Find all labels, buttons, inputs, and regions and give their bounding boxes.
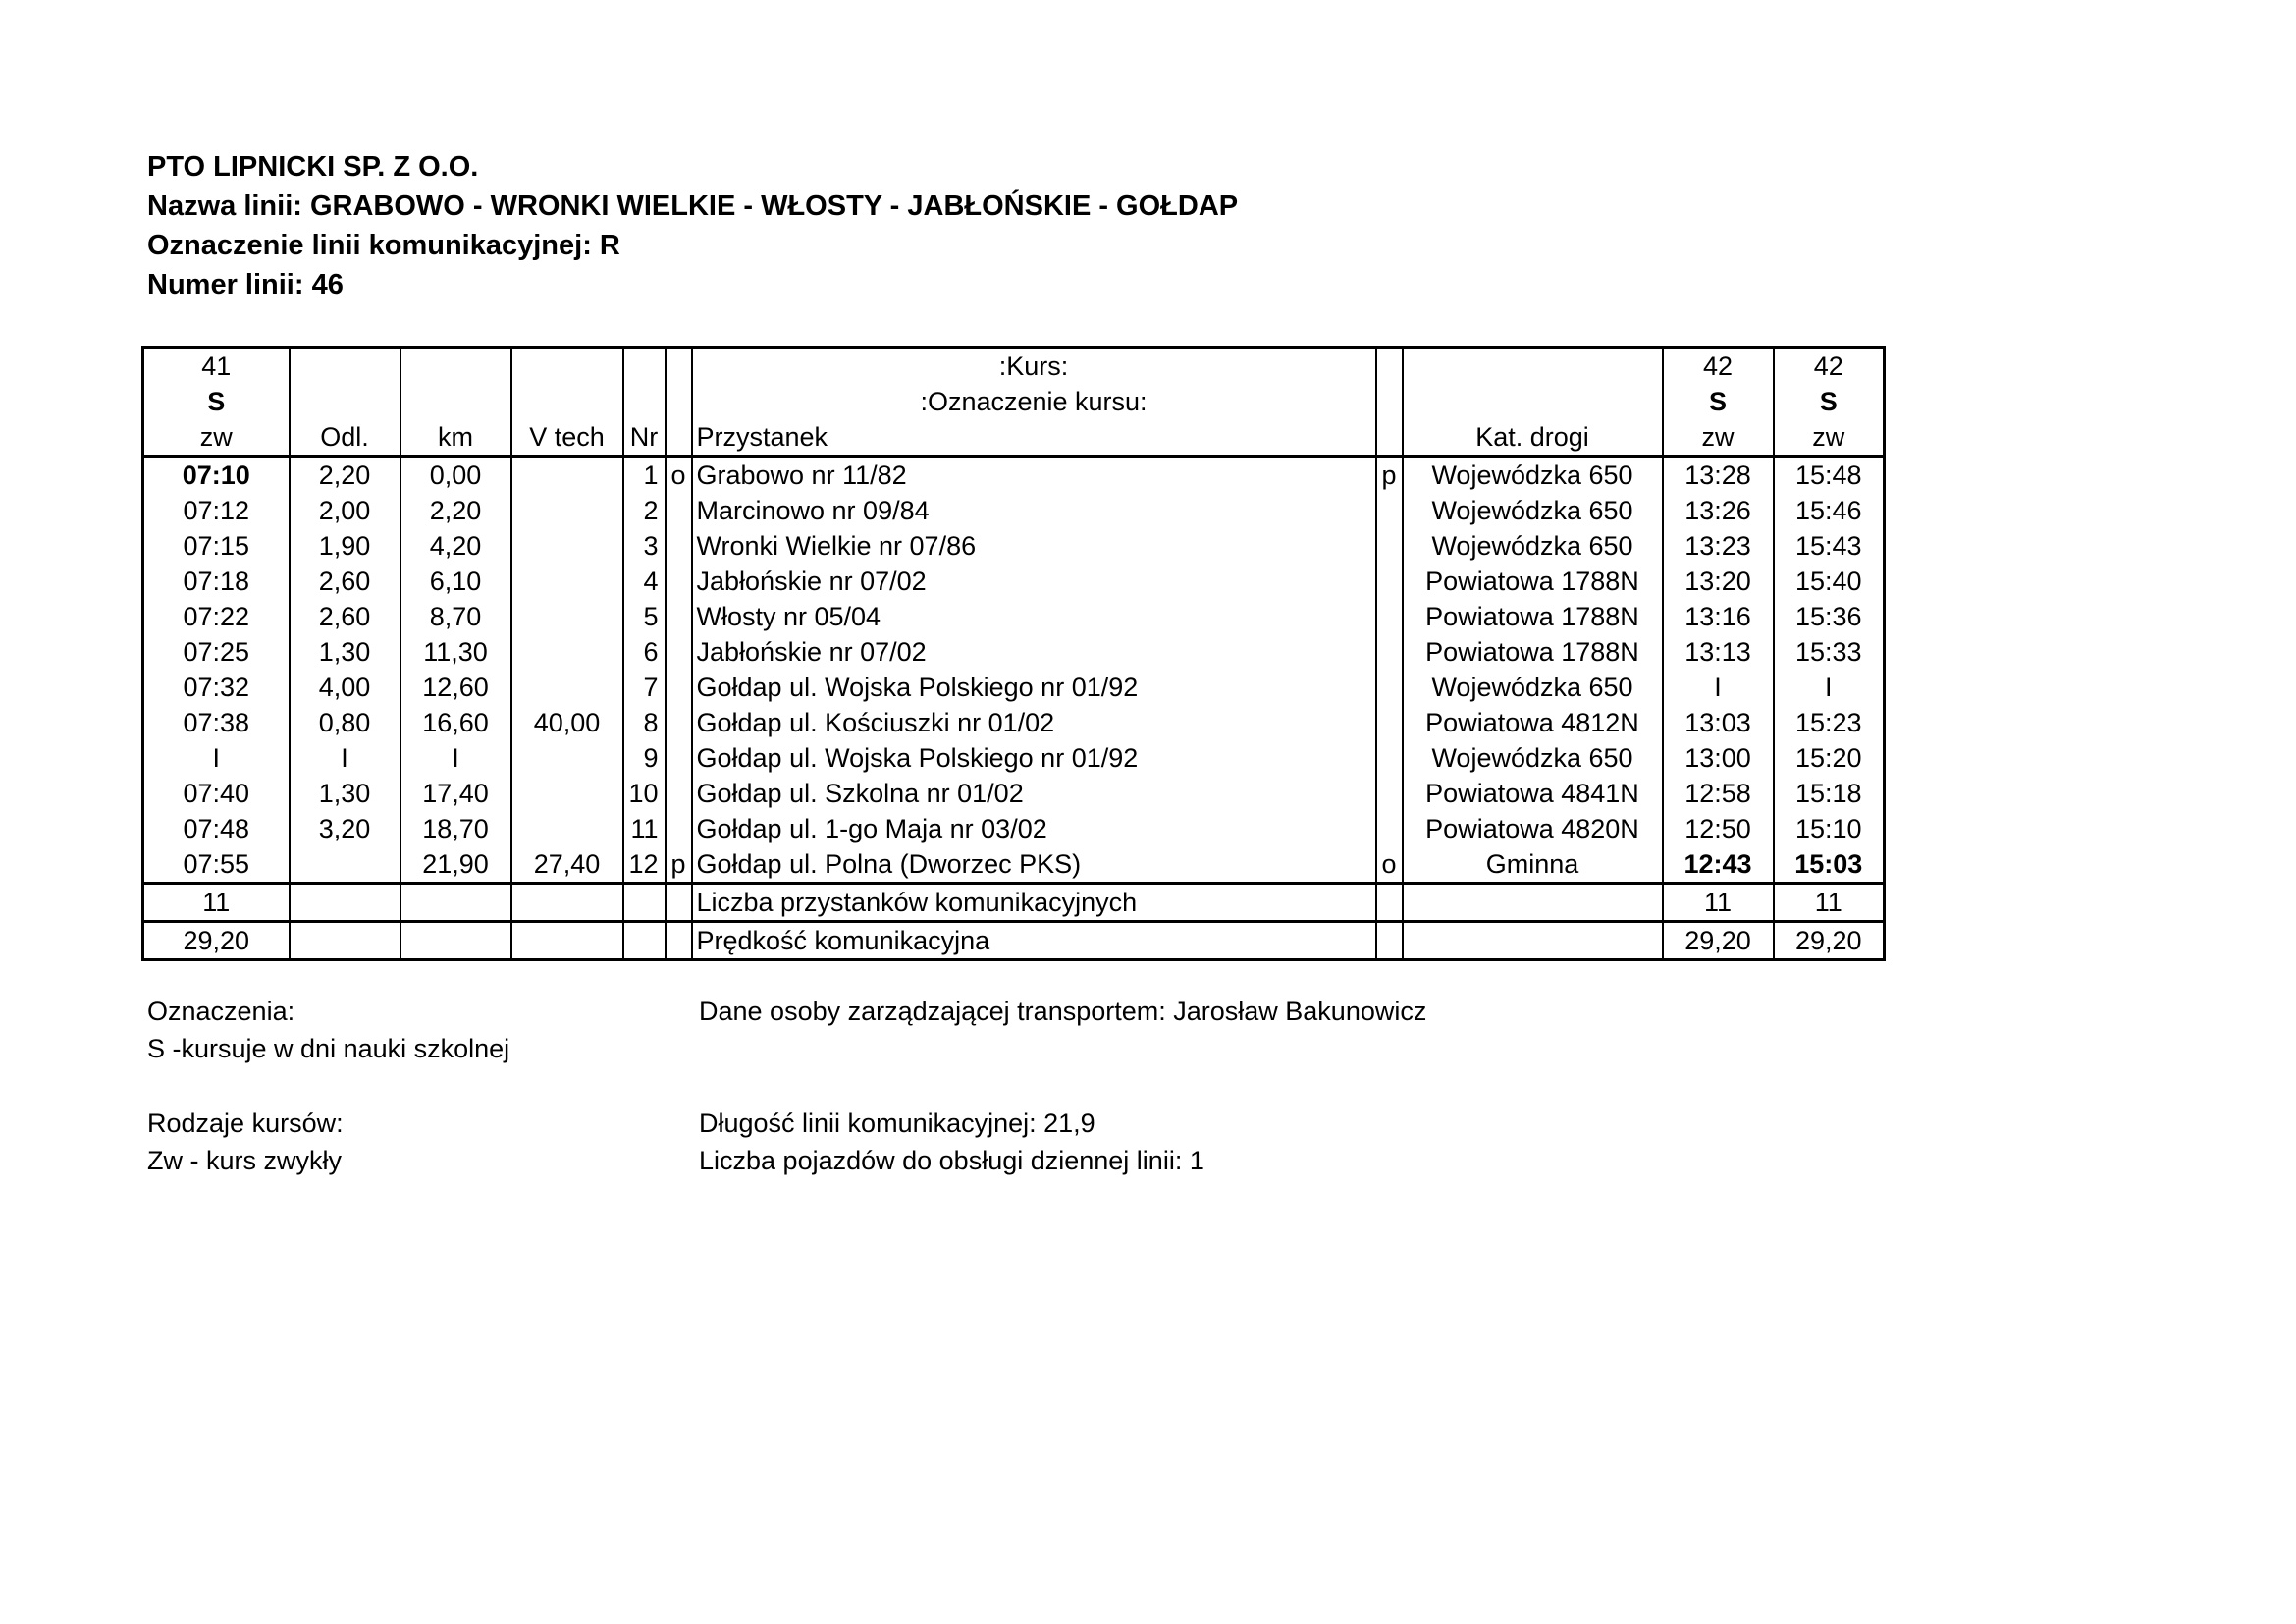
column-header: Przystanek: [692, 419, 1376, 457]
road-category: Powiatowa 1788N: [1403, 599, 1663, 634]
road-category: Powiatowa 4820N: [1403, 811, 1663, 846]
departure-time: 12:43: [1663, 846, 1774, 884]
departure-time: I: [1663, 670, 1774, 705]
v-tech: 40,00: [511, 705, 623, 740]
departure-time: 07:10: [143, 457, 290, 494]
line-number: Numer linii: 46: [147, 269, 344, 300]
departure-time: 07:55: [143, 846, 290, 884]
table-row: [143, 811, 1885, 846]
stop-number: 6: [623, 634, 666, 670]
departure-time: 15:03: [1774, 846, 1885, 884]
departure-time: 15:48: [1774, 457, 1885, 494]
departure-time: 15:20: [1774, 740, 1885, 776]
distance: 1,30: [290, 776, 400, 811]
notes-right: [699, 993, 1426, 1179]
departure-time: 13:20: [1663, 564, 1774, 599]
note-line: Oznaczenia:: [147, 997, 295, 1026]
column-header: Kat. drogi: [1403, 419, 1663, 457]
road-category: Gminna: [1403, 846, 1663, 884]
km: 12,60: [400, 670, 511, 705]
v-tech: 27,40: [511, 846, 623, 884]
distance: 4,00: [290, 670, 400, 705]
course-number: 42: [1774, 348, 1885, 385]
stop-flag: [666, 493, 692, 528]
stop-name: Gołdap ul. Wojska Polskiego nr 01/92: [692, 670, 1376, 705]
stop-number: 10: [623, 776, 666, 811]
distance: I: [290, 740, 400, 776]
km: 17,40: [400, 776, 511, 811]
course-number: 41: [143, 348, 290, 385]
km: 6,10: [400, 564, 511, 599]
v-tech: [511, 564, 623, 599]
km: 11,30: [400, 634, 511, 670]
road-category: Wojewódzka 650: [1403, 493, 1663, 528]
departure-time: 07:25: [143, 634, 290, 670]
departure-time: 07:15: [143, 528, 290, 564]
distance: 3,20: [290, 811, 400, 846]
stop-flag: [666, 705, 692, 740]
course-number: 42: [1663, 348, 1774, 385]
distance: 2,60: [290, 599, 400, 634]
distance: 2,20: [290, 457, 400, 494]
stop-flag: [1376, 634, 1403, 670]
stop-name: Gołdap ul. Kościuszki nr 01/02: [692, 705, 1376, 740]
table-row: [143, 670, 1885, 705]
course-designation: S: [143, 384, 290, 419]
stop-name: Gołdap ul. Polna (Dworzec PKS): [692, 846, 1376, 884]
stop-flag: [666, 776, 692, 811]
column-header: zw: [143, 419, 290, 457]
km: 0,00: [400, 457, 511, 494]
road-category: Wojewódzka 650: [1403, 528, 1663, 564]
notes-left: [147, 993, 509, 1179]
footer-label: Liczba przystanków komunikacyjnych: [692, 884, 1376, 922]
departure-time: I: [1774, 670, 1885, 705]
stop-flag: [1376, 811, 1403, 846]
departure-time: 15:23: [1774, 705, 1885, 740]
stop-name: Jabłońskie nr 07/02: [692, 634, 1376, 670]
stop-flag: [666, 564, 692, 599]
km: 16,60: [400, 705, 511, 740]
stop-count: 11: [1663, 884, 1774, 922]
table-row: [143, 457, 1885, 494]
departure-time: 12:58: [1663, 776, 1774, 811]
header-row-course: [143, 348, 1885, 385]
stop-flag: [666, 670, 692, 705]
departure-time: 07:48: [143, 811, 290, 846]
departure-time: 15:46: [1774, 493, 1885, 528]
column-header: zw: [1663, 419, 1774, 457]
v-tech: [511, 670, 623, 705]
departure-time: 13:00: [1663, 740, 1774, 776]
table-row: [143, 528, 1885, 564]
stop-count: 11: [143, 884, 290, 922]
timetable: [141, 346, 1886, 961]
course-designation: S: [1663, 384, 1774, 419]
departure-time: 07:32: [143, 670, 290, 705]
footer-label: Prędkość komunikacyjna: [692, 922, 1376, 960]
stop-number: 7: [623, 670, 666, 705]
stop-flag: [1376, 528, 1403, 564]
departure-time: 13:13: [1663, 634, 1774, 670]
distance: 2,00: [290, 493, 400, 528]
note-line: Rodzaje kursów:: [147, 1109, 344, 1138]
km: 21,90: [400, 846, 511, 884]
column-header: km: [400, 419, 511, 457]
table-row: [143, 564, 1885, 599]
stop-number: 2: [623, 493, 666, 528]
note-line: Dane osoby zarządzającej transportem: Jarosław Bakunowicz: [699, 997, 1427, 1026]
column-header: Nr: [623, 419, 666, 457]
stop-flag: [1376, 776, 1403, 811]
stop-name: Wronki Wielkie nr 07/86: [692, 528, 1376, 564]
stop-flag: [666, 528, 692, 564]
stop-name: Jabłońskie nr 07/02: [692, 564, 1376, 599]
stop-number: 5: [623, 599, 666, 634]
stop-flag: [666, 811, 692, 846]
stop-number: 9: [623, 740, 666, 776]
distance: [290, 846, 400, 884]
departure-time: 12:50: [1663, 811, 1774, 846]
road-category: Wojewódzka 650: [1403, 457, 1663, 494]
stop-number: 1: [623, 457, 666, 494]
km: I: [400, 740, 511, 776]
stop-name: Marcinowo nr 09/84: [692, 493, 1376, 528]
stop-name: Włosty nr 05/04: [692, 599, 1376, 634]
stop-flag: [1376, 493, 1403, 528]
departure-time: 07:38: [143, 705, 290, 740]
commercial-speed: 29,20: [1663, 922, 1774, 960]
line-designation: Oznaczenie linii komunikacyjnej: R: [147, 230, 620, 261]
commercial-speed: 29,20: [143, 922, 290, 960]
table-row: [143, 599, 1885, 634]
course-designation: S: [1774, 384, 1885, 419]
stop-name: Gołdap ul. Szkolna nr 01/02: [692, 776, 1376, 811]
note-line: Długość linii komunikacyjnej: 21,9: [699, 1109, 1095, 1138]
stop-flag: p: [666, 846, 692, 884]
stop-flag: [666, 599, 692, 634]
commercial-speed: 29,20: [1774, 922, 1885, 960]
stop-name: Grabowo nr 11/82: [692, 457, 1376, 494]
stop-flag: [1376, 705, 1403, 740]
road-category: Powiatowa 4841N: [1403, 776, 1663, 811]
v-tech: [511, 457, 623, 494]
header-row-columns: [143, 419, 1885, 457]
document-header: [147, 147, 1238, 304]
stop-number: 3: [623, 528, 666, 564]
footer-row-speed: [143, 922, 1885, 960]
column-header: V tech: [511, 419, 623, 457]
v-tech: [511, 740, 623, 776]
stop-number: 11: [623, 811, 666, 846]
stop-count: 11: [1774, 884, 1885, 922]
v-tech: [511, 776, 623, 811]
table-row: [143, 705, 1885, 740]
departure-time: 13:16: [1663, 599, 1774, 634]
road-category: Wojewódzka 650: [1403, 740, 1663, 776]
v-tech: [511, 634, 623, 670]
stop-name: Gołdap ul. 1-go Maja nr 03/02: [692, 811, 1376, 846]
km: 18,70: [400, 811, 511, 846]
v-tech: [511, 811, 623, 846]
table-row: [143, 846, 1885, 884]
departure-time: I: [143, 740, 290, 776]
table-row: [143, 776, 1885, 811]
distance: 1,90: [290, 528, 400, 564]
departure-time: 07:12: [143, 493, 290, 528]
departure-time: 15:43: [1774, 528, 1885, 564]
departure-time: 13:03: [1663, 705, 1774, 740]
stop-flag: [666, 634, 692, 670]
line-name: Nazwa linii: GRABOWO - WRONKI WIELKIE - WŁOSTY - JABŁOŃSKIE - GOŁDAP: [147, 190, 1239, 222]
stop-flag: [1376, 740, 1403, 776]
departure-time: 15:36: [1774, 599, 1885, 634]
road-category: Powiatowa 1788N: [1403, 634, 1663, 670]
departure-time: 13:28: [1663, 457, 1774, 494]
stop-flag: [1376, 564, 1403, 599]
distance: 1,30: [290, 634, 400, 670]
road-category: Wojewódzka 650: [1403, 670, 1663, 705]
distance: 0,80: [290, 705, 400, 740]
stop-flag: p: [1376, 457, 1403, 494]
departure-time: 13:23: [1663, 528, 1774, 564]
company-name: PTO LIPNICKI SP. Z O.O.: [147, 151, 479, 183]
table-row: [143, 493, 1885, 528]
note-line: [147, 1067, 509, 1105]
footer-row-stop-count: [143, 884, 1885, 922]
course-label: :Kurs:: [692, 348, 1376, 385]
designation-label: :Oznaczenie kursu:: [692, 384, 1376, 419]
v-tech: [511, 599, 623, 634]
departure-time: 07:18: [143, 564, 290, 599]
departure-time: 15:10: [1774, 811, 1885, 846]
departure-time: 15:18: [1774, 776, 1885, 811]
km: 2,20: [400, 493, 511, 528]
stop-flag: [666, 740, 692, 776]
km: 4,20: [400, 528, 511, 564]
departure-time: 07:40: [143, 776, 290, 811]
road-category: Powiatowa 4812N: [1403, 705, 1663, 740]
v-tech: [511, 493, 623, 528]
table-row: [143, 740, 1885, 776]
stop-flag: o: [1376, 846, 1403, 884]
distance: 2,60: [290, 564, 400, 599]
stop-flag: [1376, 599, 1403, 634]
stop-number: 8: [623, 705, 666, 740]
note-line: Liczba pojazdów do obsługi dziennej linii: 1: [699, 1146, 1204, 1175]
note-line: [699, 1030, 1426, 1067]
km: 8,70: [400, 599, 511, 634]
column-header: zw: [1774, 419, 1885, 457]
departure-time: 13:26: [1663, 493, 1774, 528]
note-line: S -kursuje w dni nauki szkolnej: [147, 1034, 510, 1063]
column-header: Odl.: [290, 419, 400, 457]
header-row-designation: [143, 384, 1885, 419]
table-row: [143, 634, 1885, 670]
v-tech: [511, 528, 623, 564]
stop-number: 12: [623, 846, 666, 884]
departure-time: 15:40: [1774, 564, 1885, 599]
departure-time: 15:33: [1774, 634, 1885, 670]
stop-name: Gołdap ul. Wojska Polskiego nr 01/92: [692, 740, 1376, 776]
stop-number: 4: [623, 564, 666, 599]
stop-flag: o: [666, 457, 692, 494]
road-category: Powiatowa 1788N: [1403, 564, 1663, 599]
departure-time: 07:22: [143, 599, 290, 634]
note-line: [699, 1067, 1426, 1105]
stop-flag: [1376, 670, 1403, 705]
note-line: Zw - kurs zwykły: [147, 1146, 342, 1175]
